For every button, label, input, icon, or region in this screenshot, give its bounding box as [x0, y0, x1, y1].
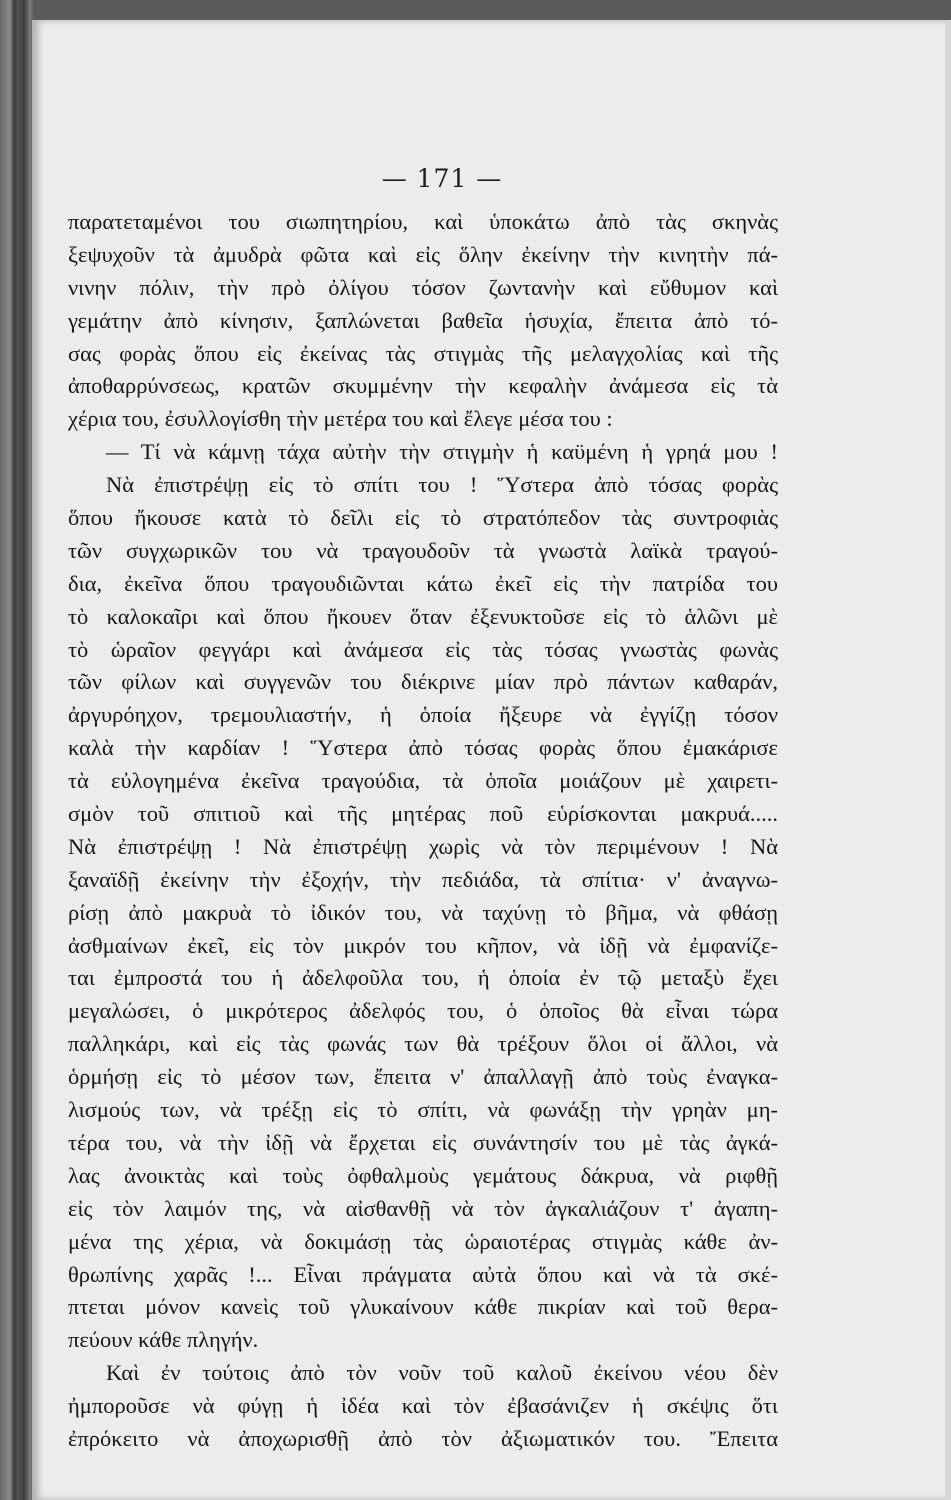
text-line: ἀποθαρρύνσεως, κρατῶν σκυμμένην τὴν κεφαλὴν ἀνάμεσα εἰς τὰ [68, 373, 778, 399]
text-line: καλὰ τὴν καρδίαν ! Ὕστερα ἀπὸ τόσας φορὰς ὅπου ἐμακάρισε [68, 735, 778, 761]
text-line: τέρα του, νὰ τὴν ἰδῇ νὰ ἔρχεται εἰς συνάντησίν του μὲ τὰς ἀγκά- [68, 1129, 778, 1155]
text-line: τῶν φίλων καὶ συγγενῶν του διέκρινε μίαν πρὸ πάντων καθαράν, [68, 669, 778, 695]
text-line: ρίσῃ ἀπὸ μακρυὰ τὸ ἰδικόν του, νὰ ταχύνῃ τὸ βῆμα, νὰ φθάσῃ [68, 899, 778, 925]
text-line: ἠμποροῦσε νὰ φύγῃ ἡ ἰδέα καὶ τὸν ἐβασάνιζεν ἡ σκέψις ὅτι [68, 1393, 778, 1419]
text-line: τῶν συγχωρικῶν του νὰ τραγουδοῦν τὰ γνωστὰ λαϊκὰ τραγού- [68, 537, 778, 563]
text-line: ξεψυχοῦν τὰ ἀμυδρὰ φῶτα καὶ εἰς ὅλην ἐκείνην τὴν κινητὴν πά- [68, 241, 778, 267]
text-line: θρωπίνης χαρᾶς !... Εἶναι πράγματα αὐτὰ ὅπου καὶ νὰ τὰ σκέ- [68, 1261, 778, 1287]
text-line: παλληκάρι, καὶ εἰς τὰς φωνάς των θὰ τρέξουν ὅλοι οἱ ἄλλοι, νὰ [68, 1031, 778, 1057]
text-line: μεγαλώσει, ὁ μικρότερος ἀδελφός του, ὁ ὁποῖος θὰ εἶναι τώρα [68, 998, 778, 1024]
text-line: νινην πόλιν, τὴν πρὸ ὀλίγου τόσον ζωντανὴν καὶ εὔθυμον καὶ [68, 274, 778, 300]
text-line: δια, ἐκεῖνα ὅπου τραγουδιῶνται κάτω ἐκεῖ εἰς τὴν πατρίδα του [68, 570, 778, 596]
text-line: μένα της χέρια, νὰ δοκιμάσῃ τὰς ὡραιοτέρας στιγμὰς κάθε ἀν- [68, 1228, 778, 1254]
text-line: λας ἀνοικτὰς καὶ τοὺς ὀφθαλμοὺς γεμάτους δάκρυα, νὰ ριφθῇ [68, 1162, 778, 1188]
text-line: χέρια του, ἐσυλλογίσθη τὴν μετέρα του καὶ ἔλεγε μέσα του : [68, 406, 613, 432]
text-line: εἰς τὸν λαιμόν της, νὰ αἰσθανθῇ νὰ τὸν ἀγκαλιάζουν τ' ἀγαπη- [68, 1195, 778, 1221]
text-line: — Τί νὰ κάμνῃ τάχα αὐτὴν τὴν στιγμὴν ἡ καϋμένη ἡ γρηά μου ! [106, 439, 778, 465]
text-line: τὸ ὡραῖον φεγγάρι καὶ ἀνάμεσα εἰς τὰς τόσας γνωστὰς φωνὰς [68, 636, 778, 662]
page-edge [945, 20, 951, 1500]
text-line: τὰ εὐλογημένα ἐκεῖνα τραγούδια, τὰ ὁποῖα μοιάζουν μὲ χαιρετι- [68, 768, 778, 794]
text-line: παρατεταμένοι του σιωπητηρίου, καὶ ὑποκάτω ἀπὸ τὰς σκηνὰς [68, 209, 778, 234]
text-line: ὅπου ἤκουσε κατὰ τὸ δεῖλι εἰς τὸ στρατόπεδον τὰς συντροφιὰς [68, 505, 778, 531]
text-line: τὸ καλοκαῖρι καὶ ὅπου ἤκουεν ὅταν ἐξενυκτοῦσε εἰς τὸ ἁλῶνι μὲ [68, 603, 778, 629]
text-line: Νὰ ἐπιστρέψῃ ! Νὰ ἐπιστρέψῃ χωρὶς νὰ τὸν περιμένουν ! Νὰ [68, 833, 778, 859]
text-line: ται ἐμπροστά του ἡ ἀδελφοῦλα του, ἡ ὁποία ἐν τῷ μεταξὺ ἔχει [68, 965, 778, 991]
text-line: σας φορὰς ὅπου εἰς ἐκείνας τὰς στιγμὰς τῆς μελαγχολίας καὶ τῆς [68, 340, 778, 366]
paper-sheet [32, 20, 951, 1500]
page-number: — 171 — [381, 164, 503, 193]
text-line: Καὶ ἐν τούτοις ἀπὸ τὸν νοῦν τοῦ καλοῦ ἐκείνου νέου δὲν [106, 1360, 778, 1386]
text-line: λισμούς των, νὰ τρέξῃ εἰς τὸ σπίτι, νὰ φωνάξῃ τὴν γρηὰν μη- [68, 1097, 778, 1123]
text-line: ὁρμήσῃ εἰς τὸ μέσον των, ἔπειτα ν' ἀπαλλαγῇ ἀπὸ τοὺς ἐναγκα- [68, 1064, 778, 1090]
text-line: γεμάτην ἀπὸ κίνησιν, ξαπλώνεται βαθεῖα ἡσυχία, ἔπειτα ἀπὸ τό- [68, 307, 778, 333]
text-line: ἀργυρόηχον, τρεμουλιαστήν, ἡ ὁποία ἤξευρε νὰ ἐγγίζῃ τόσον [68, 702, 778, 728]
text-line: ξαναϊδῇ ἐκείνην τὴν ἐξοχήν, τὴν πεδιάδα, τὰ σπίτια· ν' ἀναγνω- [68, 866, 778, 892]
text-line: ἀσθμαίνων ἐκεῖ, εἰς τὸν μικρόν του κῆπον, νὰ ἰδῇ νὰ ἐμφανίζε- [68, 932, 778, 958]
body-text [68, 206, 778, 1456]
text-line: ἐπρόκειτο νὰ ἀποχωρισθῇ ἀπὸ τὸν ἀξιωματικόν του. Ἔπειτα [68, 1425, 778, 1451]
text-line: σμὸν τοῦ σπιτιοῦ καὶ τῆς μητέρας ποῦ εὑρίσκονται μακρυά..... [68, 801, 778, 827]
text-line: πεύουν κάθε πληγήν. [68, 1327, 259, 1353]
text-line: πτεται μόνον κανεὶς τοῦ γλυκαίνουν κάθε πικρίαν καὶ τοῦ θερα- [68, 1294, 778, 1320]
text-line: Νὰ ἐπιστρέψῃ εἰς τὸ σπίτι του ! Ὕστερα ἀπὸ τόσας φορὰς [106, 472, 778, 498]
